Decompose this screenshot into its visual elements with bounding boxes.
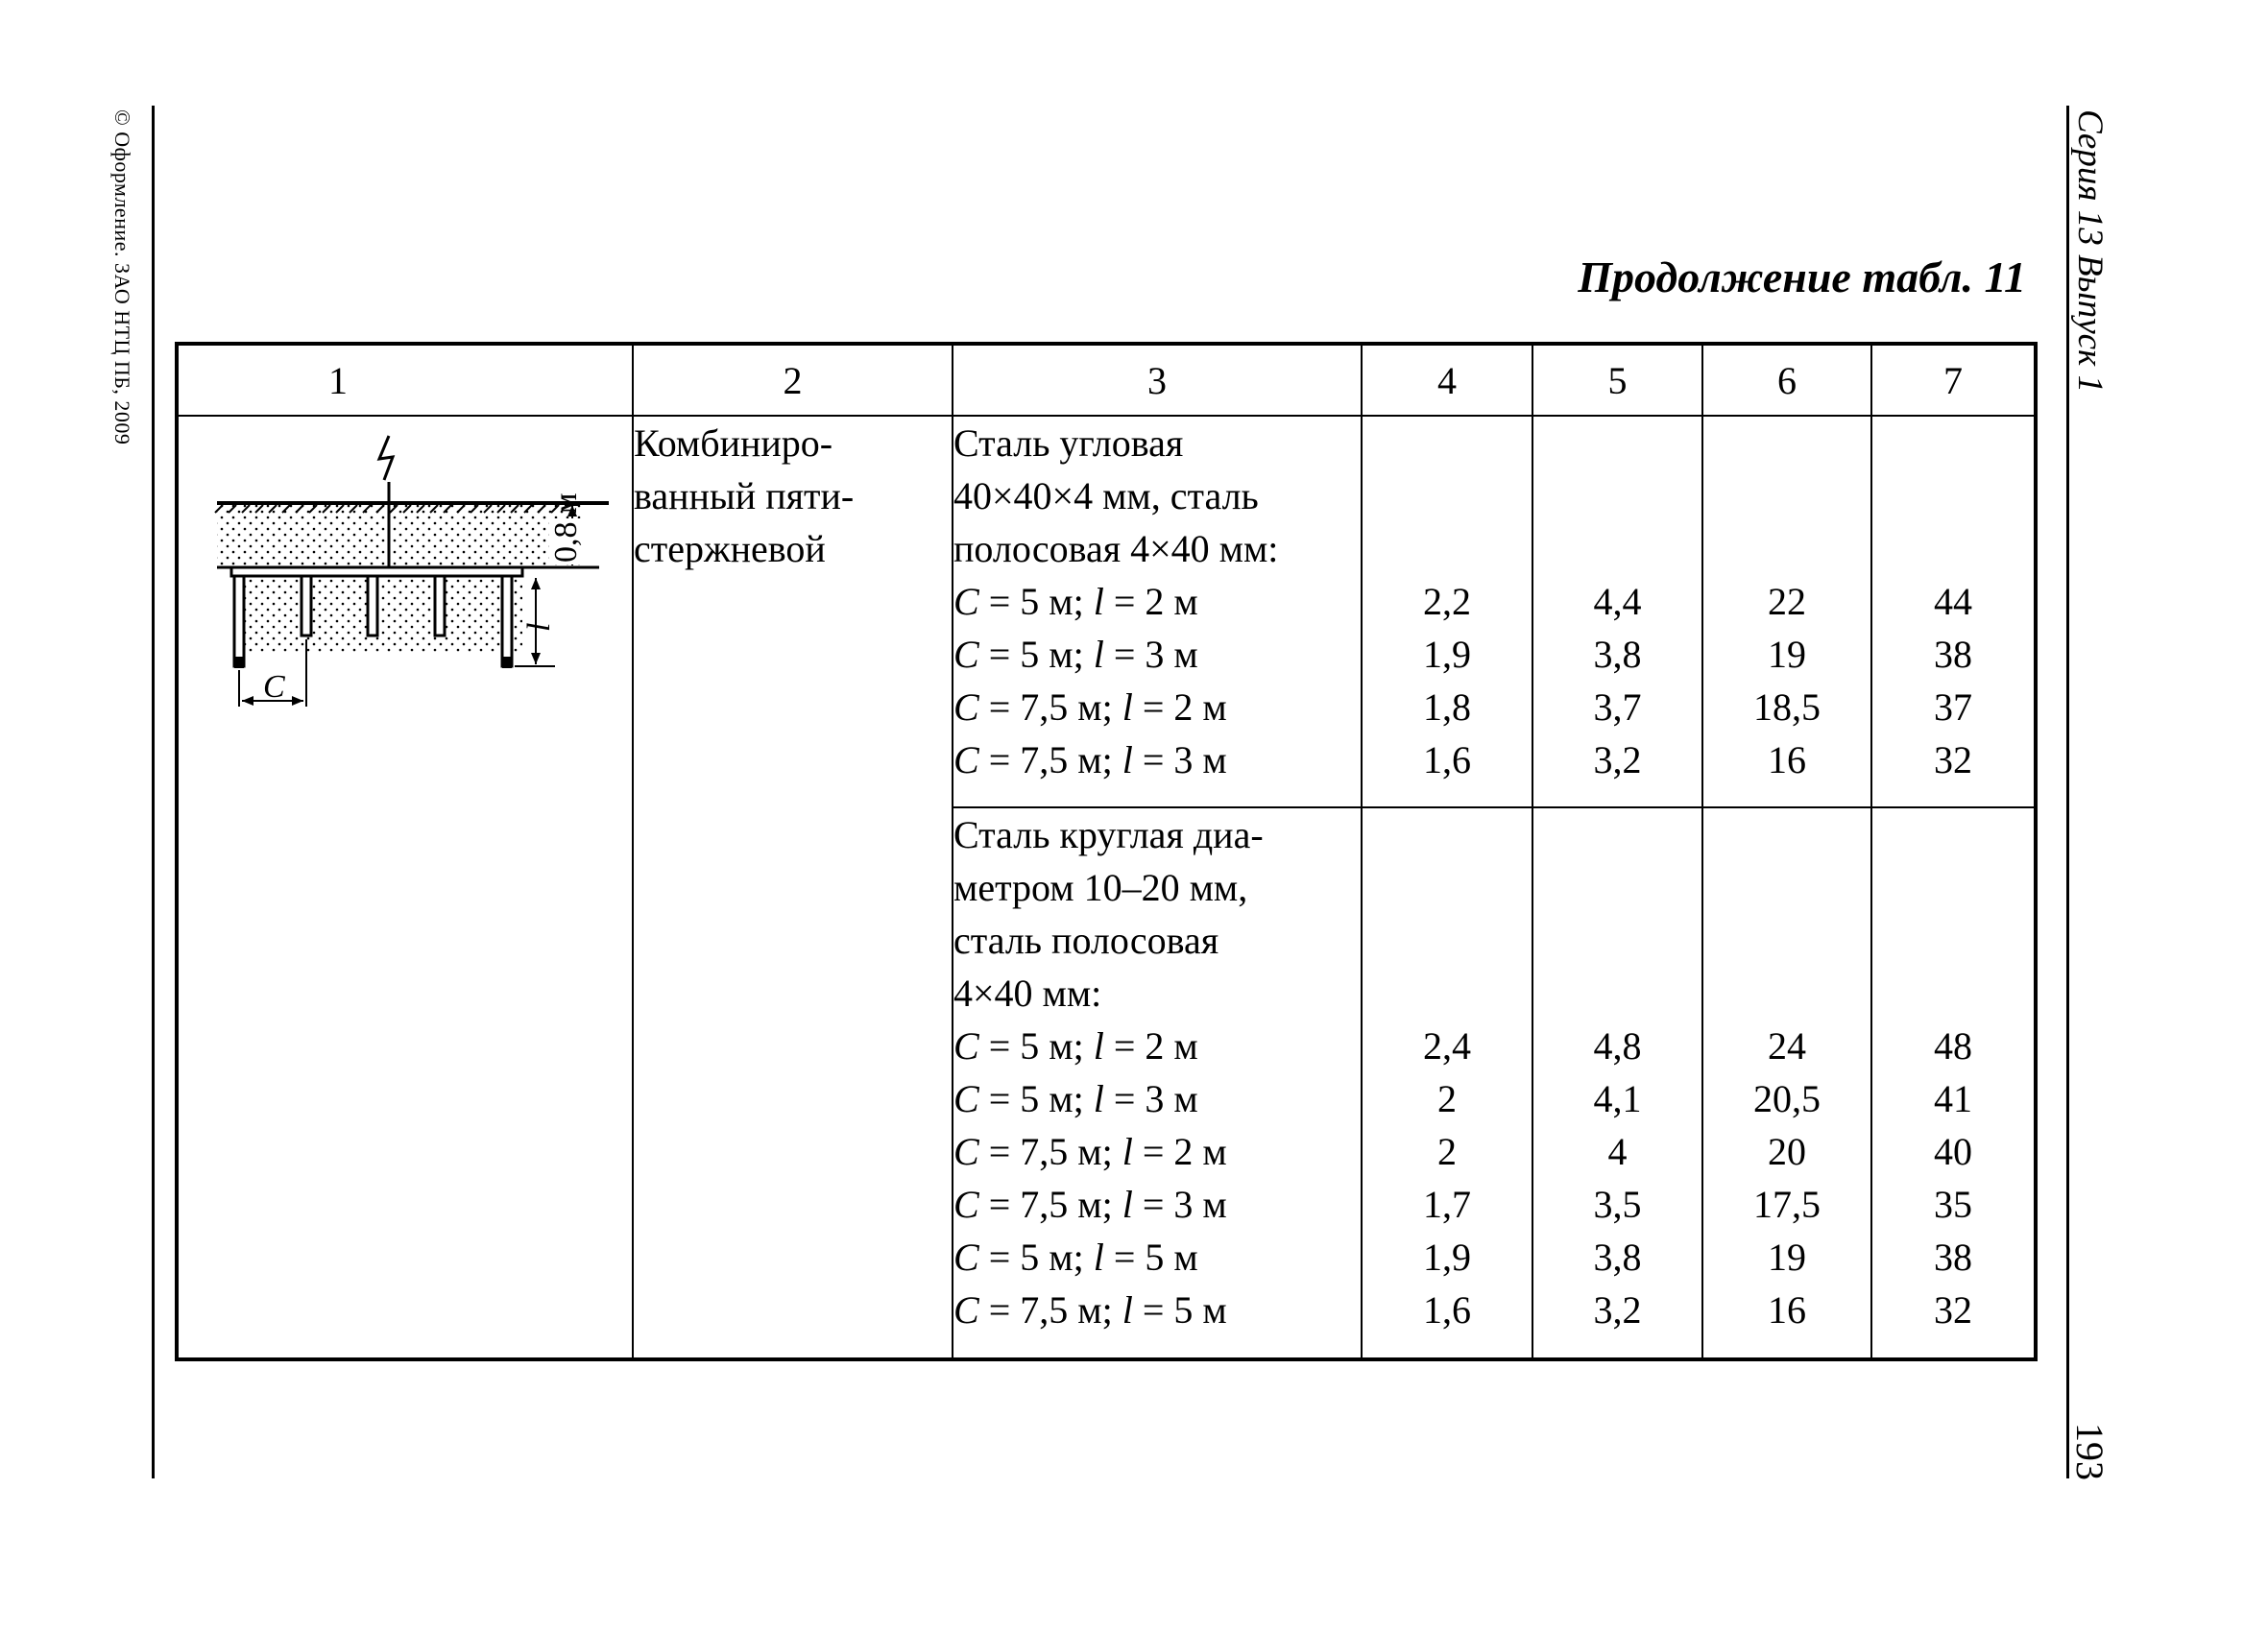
text-line: полосовая 4×40 мм: — [953, 527, 1279, 570]
electrode-diagram-cell — [177, 416, 633, 1359]
value: 19 — [1768, 633, 1806, 676]
param-line: C = 5 м; l = 3 м — [953, 633, 1198, 676]
param-line: C = 7,5 м; l = 2 м — [953, 1130, 1227, 1173]
value-column-5 — [1532, 807, 1702, 1359]
header-cell: 6 — [1702, 344, 1871, 416]
page-number: 193 — [2068, 1423, 2111, 1480]
value: 38 — [1934, 1236, 1972, 1279]
header-cell: 2 — [633, 344, 953, 416]
value: 16 — [1768, 738, 1806, 781]
series-label: Серия 13 Выпуск 1 — [2070, 109, 2110, 394]
value: 22 — [1768, 580, 1806, 623]
param-line: C = 7,5 м; l = 2 м — [953, 685, 1227, 729]
value: 4,8 — [1593, 1024, 1642, 1068]
value: 20 — [1768, 1130, 1806, 1173]
spacing-label: C — [263, 669, 285, 705]
value: 1,7 — [1423, 1183, 1471, 1226]
lightning-symbol — [379, 436, 393, 480]
value: 37 — [1934, 685, 1972, 729]
param-line: C = 7,5 м; l = 5 м — [953, 1288, 1227, 1332]
value-column-4 — [1362, 416, 1532, 807]
value-column-4 — [1362, 807, 1532, 1359]
param-line: C = 7,5 м; l = 3 м — [953, 738, 1227, 781]
value: 2,2 — [1423, 580, 1471, 623]
material-cell — [953, 807, 1362, 1359]
electrode-diagram — [179, 417, 635, 743]
material-cell — [953, 416, 1362, 807]
value-column-7 — [1871, 807, 2036, 1359]
value: 2 — [1437, 1130, 1457, 1173]
value: 32 — [1934, 738, 1972, 781]
value: 2 — [1437, 1077, 1457, 1120]
param-line: C = 5 м; l = 5 м — [953, 1236, 1198, 1279]
value: 44 — [1934, 580, 1972, 623]
rod-tip-left — [234, 657, 244, 668]
soil-layer-lower — [241, 567, 522, 654]
value: 20,5 — [1753, 1077, 1821, 1120]
text-line: 4×40 мм: — [953, 972, 1102, 1015]
param-line: C = 5 м; l = 3 м — [953, 1077, 1198, 1120]
margin-rule-left — [152, 106, 155, 1478]
value: 24 — [1768, 1024, 1806, 1068]
header-cell: 5 — [1532, 344, 1702, 416]
text-line: сталь полосовая — [953, 919, 1219, 962]
electrode-type-cell — [633, 416, 953, 1359]
value: 3,8 — [1593, 633, 1642, 676]
header-row — [177, 344, 2036, 416]
value-column-7 — [1871, 416, 2036, 807]
value: 41 — [1934, 1077, 1972, 1120]
text-line: Сталь угловая — [953, 421, 1184, 465]
value: 1,6 — [1423, 738, 1471, 781]
value: 4,4 — [1593, 580, 1642, 623]
value: 1,9 — [1423, 1236, 1471, 1279]
rod-tip-right — [502, 657, 512, 668]
rod-length-label: l — [521, 622, 557, 632]
text-line: ванный пяти- — [634, 474, 855, 517]
value: 35 — [1934, 1183, 1972, 1226]
value-column-6 — [1702, 416, 1871, 807]
text-line: 40×40×4 мм, сталь — [953, 474, 1259, 517]
text-line: Сталь круглая диа- — [953, 813, 1264, 856]
value-column-6 — [1702, 807, 1871, 1359]
param-line: C = 7,5 м; l = 3 м — [953, 1183, 1227, 1226]
value: 3,7 — [1593, 685, 1642, 729]
text-line: стержневой — [634, 527, 826, 570]
value: 1,8 — [1423, 685, 1471, 729]
value: 1,6 — [1423, 1288, 1471, 1332]
param-line: C = 5 м; l = 2 м — [953, 1024, 1198, 1068]
value-column-5 — [1532, 416, 1702, 807]
table-caption: Продолжение табл. 11 — [1578, 252, 2026, 301]
data-table — [175, 342, 2038, 1361]
value: 38 — [1934, 633, 1972, 676]
text-line: Комбиниро- — [634, 421, 833, 465]
header-cell: 1 — [177, 344, 633, 416]
text-line: метром 10–20 мм, — [953, 866, 1248, 909]
value: 40 — [1934, 1130, 1972, 1173]
value: 17,5 — [1753, 1183, 1821, 1226]
header-cell: 4 — [1362, 344, 1532, 416]
param-line: C = 5 м; l = 2 м — [953, 580, 1198, 623]
depth-label: 0,8 м — [548, 492, 584, 563]
value: 19 — [1768, 1236, 1806, 1279]
table-row — [177, 416, 2036, 807]
header-cell: 3 — [953, 344, 1362, 416]
value: 4,1 — [1593, 1077, 1642, 1120]
value: 4 — [1607, 1130, 1628, 1173]
value: 48 — [1934, 1024, 1972, 1068]
value: 1,9 — [1423, 633, 1471, 676]
value: 3,2 — [1593, 1288, 1642, 1332]
value: 3,8 — [1593, 1236, 1642, 1279]
value: 18,5 — [1753, 685, 1821, 729]
value: 2,4 — [1423, 1024, 1471, 1068]
header-cell: 7 — [1871, 344, 2036, 416]
value: 32 — [1934, 1288, 1972, 1332]
value: 3,2 — [1593, 738, 1642, 781]
soil-layer-upper — [217, 503, 582, 567]
copyright-note: © Оформление. ЗАО НТЦ ПБ, 2009 — [110, 109, 134, 445]
value: 16 — [1768, 1288, 1806, 1332]
value: 3,5 — [1593, 1183, 1642, 1226]
